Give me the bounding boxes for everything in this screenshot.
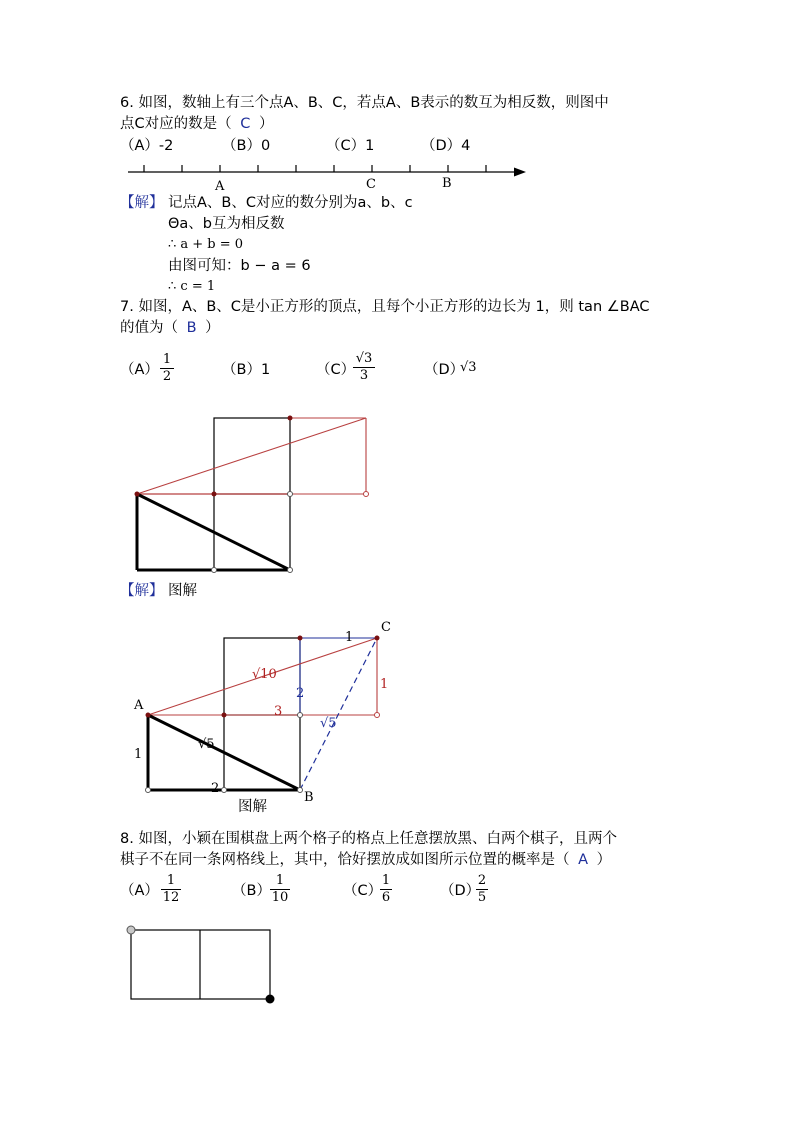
q7-stem-line1: 7. 如图，A、B、C是小正方形的顶点，且每个小正方形的边长为 1，则 tan ∠BAC — [120, 299, 650, 315]
q6-option-d: （D）4 — [421, 138, 471, 154]
q7-sol-label-a: A — [134, 698, 144, 713]
q8-option-a-den: 12 — [162, 890, 180, 905]
q8-option-d-den: 5 — [477, 890, 487, 905]
black-stone-icon — [266, 995, 275, 1004]
q6-solution-line4: 由图可知：b − a = 6 — [168, 258, 311, 274]
q7-sol-label-sqrt5-b: √5 — [320, 716, 337, 731]
q6-solution-line1: 记点A、B、C对应的数分别为a、b、c — [168, 195, 413, 211]
q7-solution-text: 图解 — [168, 583, 197, 599]
q7-option-d-value: √3 — [460, 360, 477, 375]
q7-option-d-label: （D） — [424, 362, 465, 378]
q6-answer: C — [240, 116, 251, 132]
q6-axis-label-b: B — [442, 176, 452, 191]
q8-option-a-label: （A） — [120, 883, 159, 899]
q6-solution-line3: ∴ a + b = 0 — [168, 237, 244, 252]
q7-sol-label-sqrt10: √10 — [252, 667, 277, 682]
q7-option-a-num: 1 — [162, 352, 172, 367]
q7-solution-tag: 【解】 — [120, 583, 164, 599]
q7-sol-label-one-top: 1 — [345, 630, 354, 645]
q6-stem-close: ） — [258, 116, 274, 132]
q6-option-c: （C）1 — [326, 138, 375, 154]
q8-option-c-num: 1 — [381, 873, 391, 888]
q7-stem-close: ） — [205, 320, 220, 336]
q8-stem-line2-text: 棋子不在同一条网格线上，其中，恰好摆放成如图所示位置的概率是（ — [120, 852, 570, 868]
white-stone-icon — [127, 926, 135, 934]
q6-stem-line1: 6. 如图，数轴上有三个点A、B、C，若点A、B表示的数互为相反数，则图中 — [120, 95, 609, 111]
q6-axis-label-a: A — [215, 179, 225, 194]
q7-answer: B — [186, 320, 197, 336]
q8-option-b-num: 1 — [275, 873, 285, 888]
q7-sol-label-c: C — [381, 620, 391, 635]
q6-option-a: （A）-2 — [120, 138, 174, 154]
q7-option-c-label: （C） — [316, 362, 356, 378]
q8-option-d-label: （D） — [440, 883, 481, 899]
q7-stem-line2-text: 的值为（ — [120, 320, 178, 336]
q7-sol-label-one-left: 1 — [134, 747, 143, 762]
q8-option-b-den: 10 — [271, 890, 289, 905]
q7-option-a-den: 2 — [162, 369, 172, 384]
q7-sol-caption: 图解 — [238, 799, 267, 815]
q7-sol-label-b: B — [304, 790, 314, 805]
q6-solution-tag: 【解】 — [120, 195, 164, 211]
q8-stem-close: ） — [596, 852, 612, 868]
q7-sol-label-two-mid: 2 — [296, 686, 305, 701]
q8-option-c-den: 6 — [381, 890, 391, 905]
q6-option-b: （B）0 — [222, 138, 271, 154]
q7-option-a-label: （A） — [120, 362, 159, 378]
q6-solution-line5: ∴ c = 1 — [168, 279, 216, 294]
q7-sol-label-three: 3 — [274, 704, 283, 719]
q8-stem-line1: 8. 如图，小颖在围棋盘上两个格子的格点上任意摆放黑、白两个棋子，且两个 — [120, 831, 617, 847]
q6-stem-line2-text: 点C对应的数是（ — [120, 116, 232, 132]
q8-answer: A — [578, 852, 589, 868]
q7-option-b: （B）1 — [222, 362, 271, 378]
q8-option-d-num: 2 — [477, 873, 487, 888]
q7-option-c-num: √3 — [355, 351, 373, 366]
q6-solution-line2: Θa、b互为相反数 — [168, 216, 285, 232]
q8-option-b-label: （B） — [232, 883, 271, 899]
q8-option-c-label: （C） — [343, 883, 383, 899]
q8-option-a-num: 1 — [166, 873, 176, 888]
q7-sol-label-two-bottom: 2 — [211, 781, 220, 796]
q6-axis-label-c: C — [366, 177, 376, 192]
q7-sol-label-sqrt5-a: √5 — [198, 737, 215, 752]
q7-sol-label-one-right: 1 — [380, 677, 389, 692]
q7-option-c-den: 3 — [359, 368, 369, 383]
